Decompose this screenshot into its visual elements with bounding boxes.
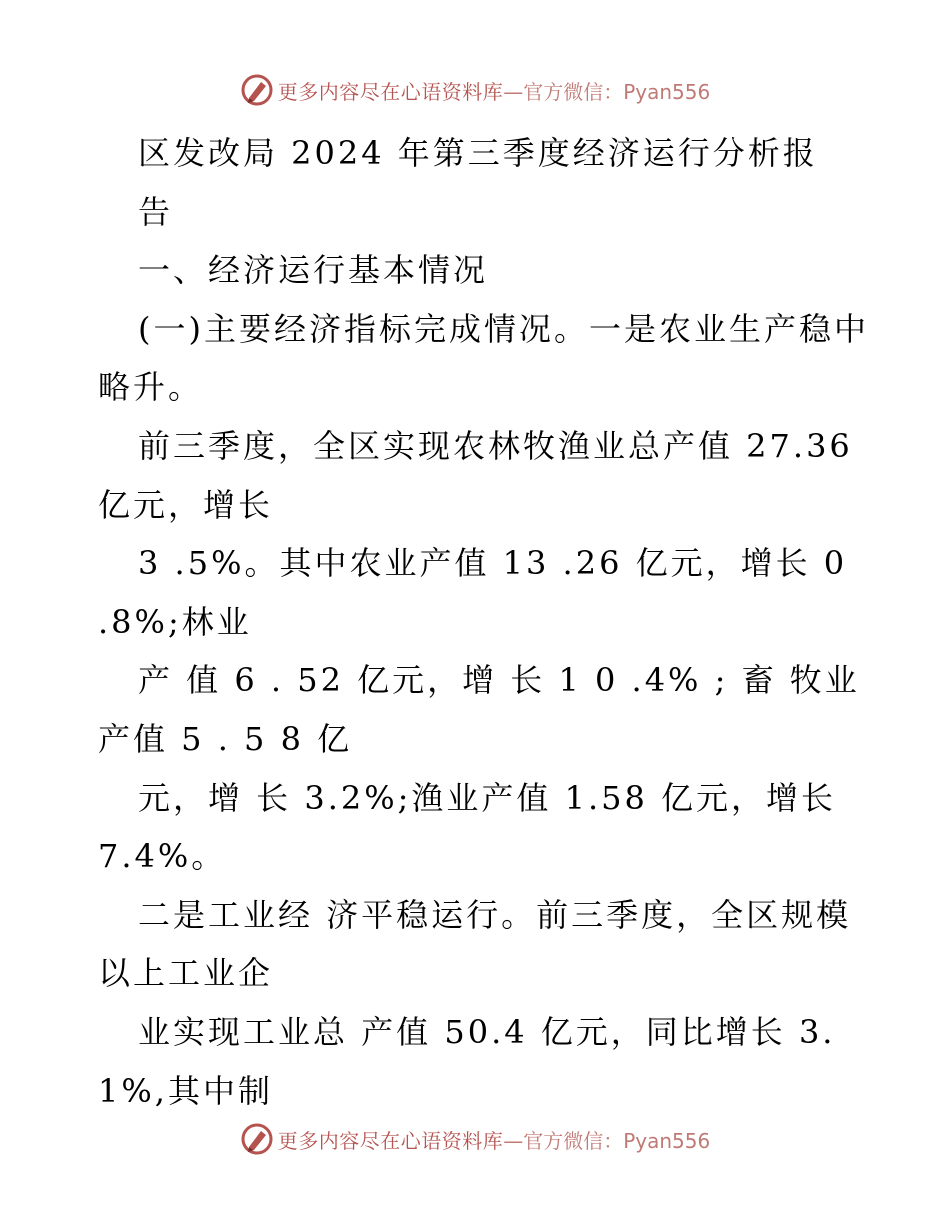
paragraph-line: 3 .5%。其中农业产值 13 .26 亿元，增长 0: [138, 544, 848, 583]
pen-logo-icon: [240, 73, 274, 107]
paragraph-line: 7.4%。: [98, 837, 227, 876]
paragraph-line: (一)主要经济指标完成情况。一是农业生产稳中: [138, 309, 869, 348]
paragraph-line: 业实现工业总 产值 50.4 亿元，同比增长 3.: [138, 1012, 836, 1051]
paragraph-line: 二是工业经 济平稳运行。前三季度，全区规模: [138, 895, 852, 934]
paragraph-line: 前三季度，全区实现农林牧渔业总产值 27.36: [138, 426, 853, 465]
title-line-1: 区发改局 2024 年第三季度经济运行分析报: [138, 134, 818, 172]
paragraph-line: 元，增 长 3.2%;渔业产值 1.58 亿元，增长: [138, 778, 837, 817]
paragraph-line: 以上工业企: [98, 954, 274, 993]
paragraph-line: 产 值 6 . 52 亿元，增 长 1 0 .4% ; 畜 牧业: [138, 661, 860, 700]
watermark-suffix-text: —官方微信：Pyan556: [503, 1128, 711, 1153]
watermark-suffix-text: —官方微信：Pyan556: [503, 79, 711, 104]
paragraph-line: 产值 5 . 5 8 亿: [98, 719, 353, 758]
footer-watermark: [0, 1121, 950, 1157]
watermark-main-text: 更多内容尽在心语资料库: [277, 1128, 504, 1153]
pen-logo-icon: [240, 1122, 274, 1156]
title-line-2: 告: [138, 192, 174, 231]
header-watermark: [0, 72, 950, 108]
paragraph-line: 亿元，增长: [98, 485, 274, 524]
paragraph-line: 1%,其中制: [98, 1071, 273, 1110]
watermark-main-text: 更多内容尽在心语资料库: [277, 79, 504, 104]
paragraph-line: 略升。: [98, 368, 204, 407]
paragraph-line: .8%;林业: [98, 602, 252, 641]
section-heading: 一、经济运行基本情况: [138, 251, 489, 290]
document-body: [98, 124, 869, 1120]
